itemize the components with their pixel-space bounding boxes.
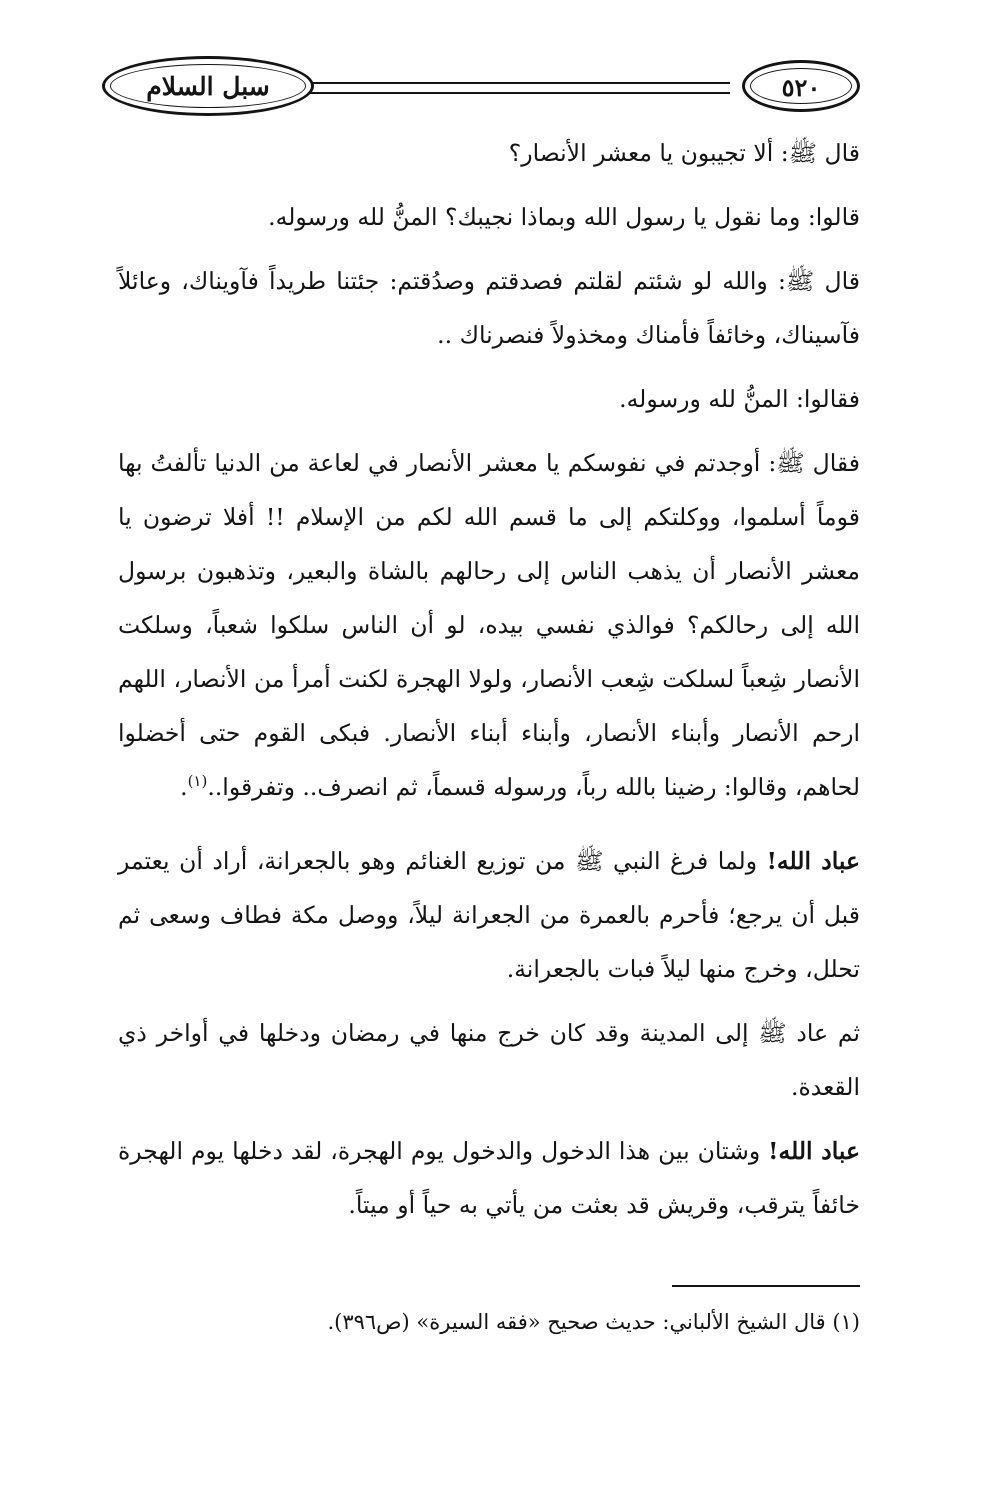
paragraph-5: فقال ﷺ: أوجدتم في نفوسكم يا معشر الأنصار في لعاعة من الدنيا تألفتُ بها قوماً أسلموا، ووكلتكم إلى ما قسم الله لكم من الإسلام !! أفلا ترضون يا معشر الأنصار أن يذهب الناس إلى رحالهم بالشاة والبعير، وتذهبون برسول الله إلى رحالكم؟ فوالذي نفسي بيده، لو أن الناس سلكوا شعباً، وسلكت الأنصار شِعباً لسلكت شِعب الأنصار، ولولا الهجرة لكنت أمرأ من الأنصار، اللهم ارحم الأنصار وأبناء الأنصار، وأبناء أبناء الأنصار. فبكى القوم حتى أخضلوا لحاهم، وقالوا: رضينا بالله رباً، ورسوله قسماً، ثم انصرف.. وتفرقوا..$^{(١)}$.: [118, 449, 860, 801]
paragraph-8-lead: عباد الله!: [768, 1137, 860, 1165]
footnote-reference: (١): [187, 772, 208, 791]
book-title-frame: [102, 56, 314, 116]
paragraph-3: قال ﷺ: والله لو شئتم لقلتم فصدقتم وصدُقتم: جئتنا طريداً فآويناك، وعائلاً فآسيناك، وخائفاً فأمناك ومخذولاً فنصرناك ..: [118, 267, 860, 349]
page-header: [102, 52, 860, 122]
book-title: سبل السلام: [146, 72, 270, 101]
paragraph-8-text: وشتان بين هذا الدخول والدخول يوم الهجرة، لقد دخلها يوم الهجرة خائفاً يترقب، وقريش قد بعثت من يأتي به حياً أو ميتاً.: [118, 1137, 860, 1219]
paragraph-6-lead: عباد الله!: [766, 847, 860, 875]
paragraph-4: فقالوا: المنُّ لله ورسوله.: [619, 385, 860, 413]
page-number: ٥٢٠: [781, 73, 821, 102]
header-double-rule: [302, 82, 730, 94]
paragraph-6: [118, 834, 860, 996]
paragraph-8: [118, 1124, 860, 1232]
paragraph-6-text: ولما فرغ النبي ﷺ من توزيع الغنائم وهو بالجعرانة، أراد أن يعتمر قبل أن يرجع؛ فأحرم بالعمرة من الجعرانة ليلاً، ووصل مكة فطاف وسعى ثم تحلل، وخرج منها ليلاً فبات بالجعرانة.: [118, 847, 860, 983]
paragraph-1: قال ﷺ: ألا تجيبون يا معشر الأنصار؟: [508, 139, 860, 167]
body-text: [118, 126, 860, 1242]
footnote-separator: [672, 1285, 860, 1287]
paragraph-2: قالوا: وما نقول يا رسول الله وبماذا نجيبك؟ المنُّ لله ورسوله.: [268, 203, 860, 231]
paragraph-5-text: فقال ﷺ: أوجدتم في نفوسكم يا معشر الأنصار في لعاعة من الدنيا تألفتُ بها قوماً أسلموا، ووكلتكم إلى ما قسم الله لكم من الإسلام !! أفلا ترضون يا معشر الأنصار أن يذهب الناس إلى رحالهم بالشاة والبعير، وتذهبون برسول الله إلى رحالكم؟ فوالذي نفسي بيده، لو أن الناس سلكوا شعباً، وسلكت الأنصار شِعباً لسلكت شِعب الأنصار، ولولا الهجرة لكنت أمرأ من الأنصار، اللهم ارحم الأنصار وأبناء الأنصار، وأبناء أبناء الأنصار. فبكى القوم حتى أخضلوا لحاهم، وقالوا: رضينا بالله رباً، ورسوله قسماً، ثم انصرف.. وتفرقوا..: [118, 449, 860, 801]
paragraph-7: ثم عاد ﷺ إلى المدينة وقد كان خرج منها في رمضان ودخلها في أواخر ذي القعدة.: [118, 1019, 860, 1101]
footnote: (١) قال الشيخ الألباني: حديث صحيح «فقه السيرة» (ص٣٩٦).: [327, 1310, 860, 1334]
page-number-frame: [742, 60, 860, 112]
